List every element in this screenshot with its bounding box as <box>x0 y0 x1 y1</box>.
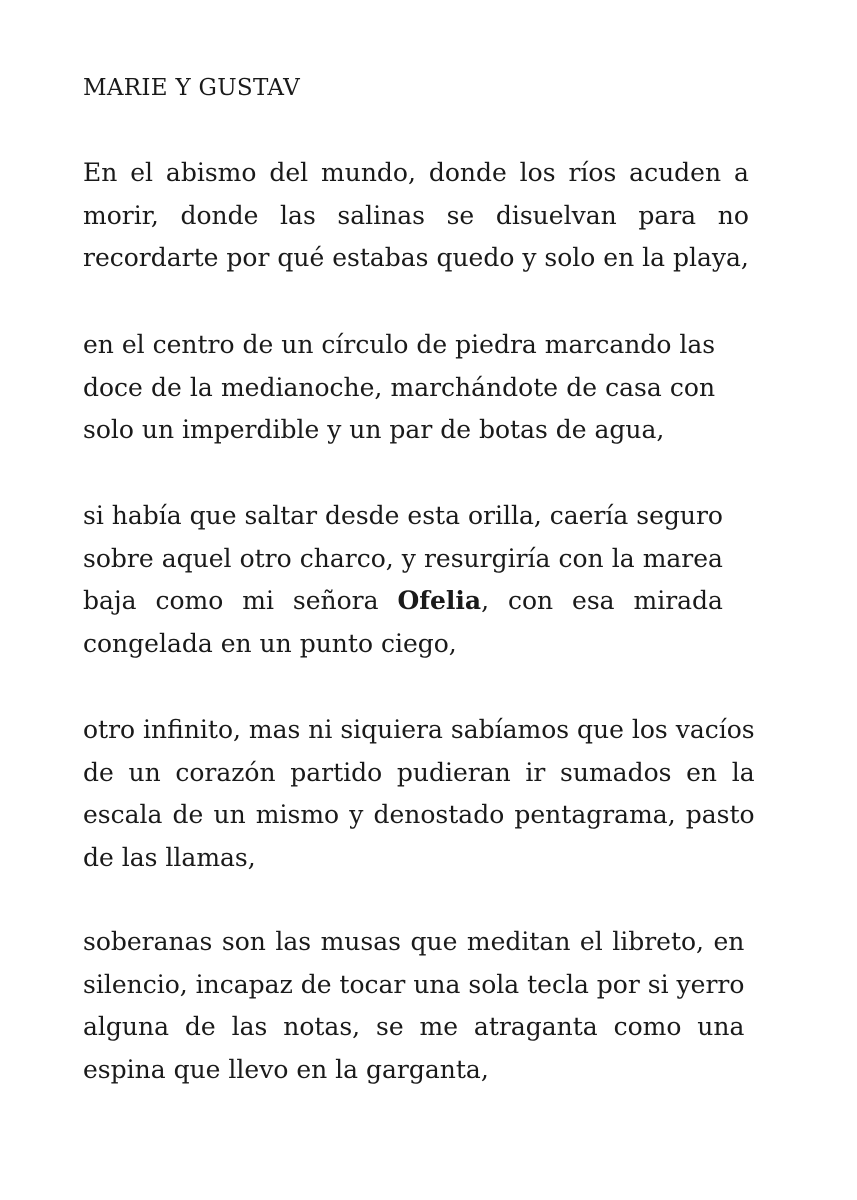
line-text-after: , con esa mirada <box>481 586 723 615</box>
stanza-line: soberanas son las musas que meditan el libreto, en <box>83 927 745 956</box>
stanza-line: en el centro de un círculo de piedra marcando las <box>83 330 716 359</box>
stanza-line: escala de un mismo y denostado pentagrama, pasto <box>83 800 755 829</box>
stanza-line: espina que llevo en la garganta, <box>83 1054 489 1084</box>
stanza-line: morir, donde las salinas se disuelvan para no <box>83 200 749 230</box>
stanza-1 <box>83 152 749 280</box>
stanza-line: congelada en un punto ciego, <box>83 628 457 658</box>
poem-title: MARIE Y GUSTAV <box>83 75 301 101</box>
stanza-line: En el abismo del mundo, donde los ríos acuden a <box>83 158 749 187</box>
stanza-line: si había que saltar desde esta orilla, caería seguro <box>83 501 723 530</box>
stanza-4 <box>83 709 755 879</box>
stanza-line: de un corazón partido pudieran ir sumados en la <box>83 757 755 787</box>
poem-page <box>83 68 775 1084</box>
line-text-before: baja como mi señora <box>83 586 398 615</box>
stanza-3 <box>83 495 723 665</box>
stanza-line: silencio, incapaz de tocar una sola tecla por si yerro <box>83 969 745 999</box>
stanza-line: de las llamas, <box>83 842 256 872</box>
stanza-line-with-emphasis <box>83 580 723 623</box>
stanza-line: solo un imperdible y un par de botas de agua, <box>83 415 665 444</box>
stanza-line: sobre aquel otro charco, y resurgiría con la marea <box>83 543 723 573</box>
stanza-line: recordarte por qué estabas quedo y solo en la playa, <box>83 243 749 272</box>
stanza-5 <box>83 921 744 1091</box>
stanza-line: doce de la medianoche, marchándote de casa con <box>83 372 716 402</box>
stanza-2 <box>83 324 715 452</box>
stanza-line: alguna de las notas, se me atraganta como una <box>83 1012 745 1041</box>
emphasized-name: Ofelia <box>397 586 482 615</box>
stanza-line: otro infinito, mas ni siquiera sabíamos que los vacíos <box>83 715 755 744</box>
